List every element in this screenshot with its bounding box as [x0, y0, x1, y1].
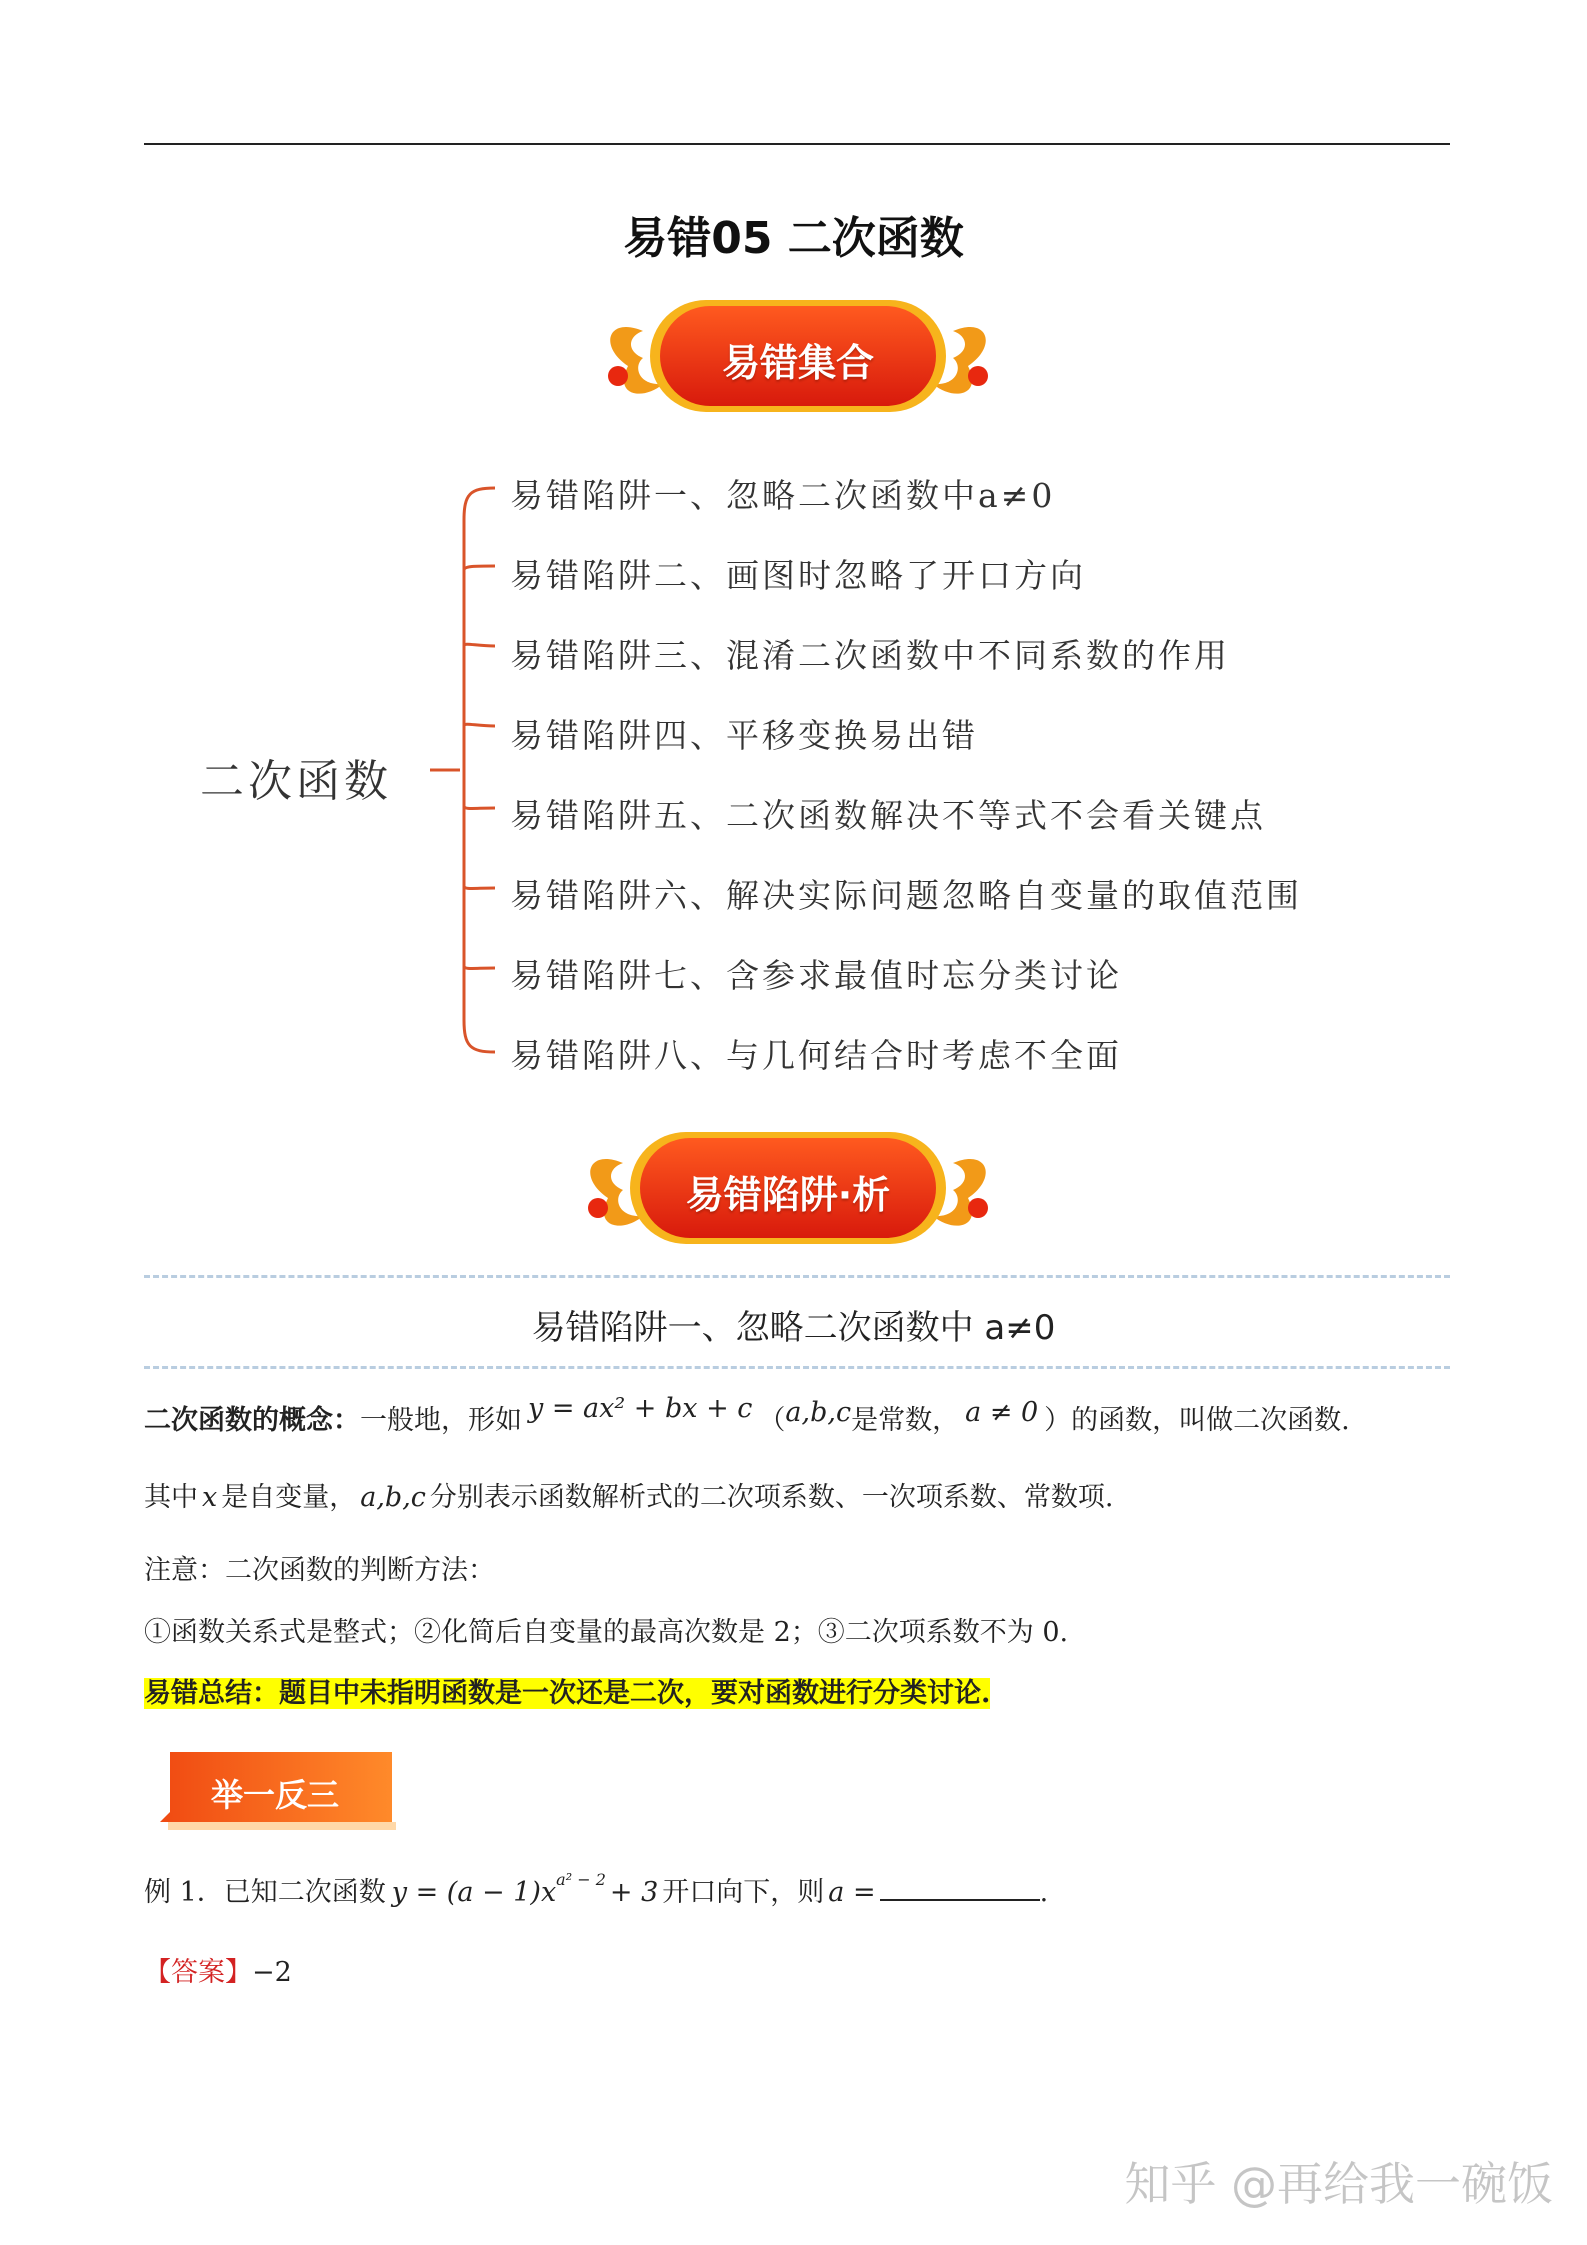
concept-paragraph: [144, 1393, 1350, 1437]
watermark: 知乎 @再给我一碗饭: [1124, 2157, 1553, 2211]
mindmap-item: 易错陷阱八、与几何结合时考虑不全面: [510, 1036, 1122, 1075]
mindmap-item: 易错陷阱二、画图时忽略了开口方向: [510, 556, 1086, 595]
coefficient-vars: a,b,c: [785, 1397, 852, 1428]
section-banner-collection: [588, 296, 1008, 416]
text: 例 1．已知二次函数: [144, 1877, 386, 1908]
variables-paragraph: [144, 1475, 1114, 1514]
section-banner-analysis: [568, 1128, 988, 1248]
nonzero-condition: a ≠ 0: [965, 1397, 1039, 1428]
text: 开口向下，则: [662, 1877, 825, 1908]
mindmap-root: 二次函数: [200, 756, 392, 807]
text: 是自变量，: [221, 1482, 357, 1513]
text: 其中: [144, 1482, 198, 1513]
answer-value: −2: [252, 1957, 292, 1988]
page-title: 易错05 二次函数: [623, 213, 964, 264]
mindmap-item: 易错陷阱三、混淆二次函数中不同系数的作用: [510, 636, 1230, 675]
concept-text: 是常数，: [851, 1405, 960, 1436]
summary-highlight: 易错总结：题目中未指明函数是一次还是二次，要对函数进行分类讨论.: [144, 1678, 991, 1709]
paren: （: [758, 1405, 786, 1436]
paren: ）: [1044, 1405, 1072, 1436]
concept-text: 一般地，形如: [360, 1405, 522, 1436]
note-items: ①函数关系式是整式；②化简后自变量的最高次数是 2；③二次项系数不为 0.: [144, 1617, 1069, 1648]
banner-label: 易错陷阱·析: [685, 1173, 891, 1217]
answer-line: [144, 1950, 292, 1989]
note-title: 注意：二次函数的判断方法：: [144, 1555, 495, 1586]
mindmap-item: 易错陷阱四、平移变换易出错: [510, 716, 978, 755]
coefficient-vars: a,b,c: [360, 1482, 426, 1513]
summary-line: [144, 1671, 990, 1710]
answer-var: a =: [828, 1877, 876, 1908]
quadratic-formula: y = ax² + bx + c: [528, 1393, 753, 1424]
example-formula: y = (a − 1)x: [391, 1877, 557, 1908]
mindmap-item: 易错陷阱六、解决实际问题忽略自变量的取值范围: [510, 876, 1302, 915]
var-x: x: [202, 1482, 218, 1513]
practice-tab: [160, 1752, 400, 1836]
text: .: [1039, 1877, 1049, 1908]
example-formula-tail: + 3: [609, 1877, 659, 1908]
banner-label: 易错集合: [721, 341, 874, 385]
example-question: [144, 1870, 1048, 1909]
concept-text: 的函数，叫做二次函数.: [1071, 1405, 1350, 1436]
mindmap-item: 易错陷阱五、二次函数解决不等式不会看关键点: [510, 796, 1266, 835]
answer-label: 【答案】: [144, 1957, 252, 1988]
dashed-divider: [144, 1275, 1450, 1278]
tab-label: 举一反三: [210, 1776, 339, 1814]
answer-blank[interactable]: [880, 1875, 1040, 1901]
mindmap-item: 易错陷阱一、忽略二次函数中a≠0: [510, 476, 1056, 515]
dashed-divider: [144, 1366, 1450, 1369]
concept-label: 二次函数的概念：: [144, 1405, 360, 1436]
header-rule: [144, 143, 1450, 145]
example-exponent: a² − 2: [556, 1870, 606, 1889]
text: 分别表示函数解析式的二次项系数、一次项系数、常数项.: [429, 1482, 1114, 1513]
mindmap-bracket: [420, 470, 510, 1070]
section-title: 易错陷阱一、忽略二次函数中 a≠0: [531, 1308, 1056, 1348]
mindmap-item: 易错陷阱七、含参求最值时忘分类讨论: [510, 956, 1122, 995]
